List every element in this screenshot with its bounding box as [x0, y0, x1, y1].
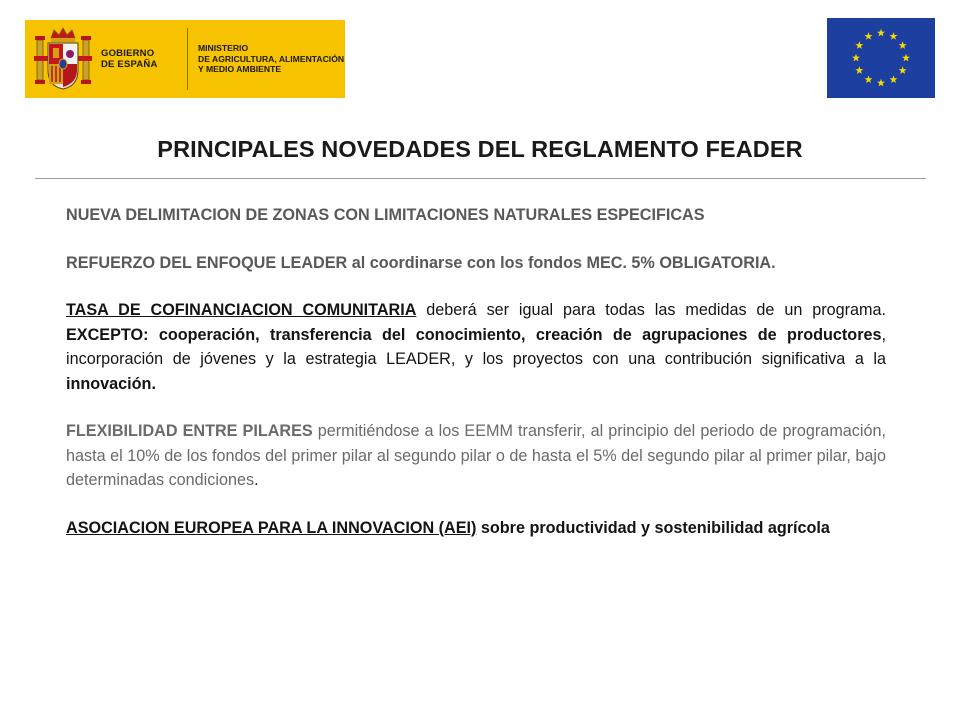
section-tasa-excepto: EXCEPTO: cooperación, transferencia del conocimiento, creación de agrupaciones de productores [66, 325, 882, 344]
title-divider [35, 178, 926, 179]
section-flexibilidad-heading: FLEXIBILIDAD ENTRE PILARES [66, 422, 313, 440]
ministry-name [198, 43, 345, 75]
section-flexibilidad [66, 419, 886, 493]
eu-star-icon [855, 41, 863, 49]
government-name-line2: DE ESPAÑA [101, 59, 158, 70]
eu-star-icon [890, 75, 898, 83]
eu-star-icon [852, 54, 860, 62]
eu-flag-stars [827, 18, 935, 98]
eu-star-icon [855, 66, 863, 74]
ministry-name-line3: Y MEDIO AMBIENTE [198, 64, 282, 75]
eu-star-icon [877, 29, 885, 37]
government-name [101, 20, 183, 98]
coat-of-arms-icon [25, 20, 101, 98]
section-tasa [66, 298, 886, 396]
eu-star-icon [865, 32, 873, 40]
government-logo [25, 20, 345, 98]
section-tasa-text1: deberá ser igual para todas las medidas de un programa. [416, 301, 886, 319]
section-zonas [66, 203, 886, 228]
section-zonas-heading: NUEVA DELIMITACION DE ZONAS CON LIMITACIONES NATURALES ESPECIFICAS [66, 206, 705, 224]
section-tasa-heading: TASA DE COFINANCIACION COMUNITARIA [66, 301, 417, 319]
eu-star-icon [877, 79, 885, 87]
content-body [66, 203, 886, 563]
ministry-name-line1: MINISTERIO [198, 43, 249, 54]
logo-divider [187, 28, 188, 90]
page-title: PRINCIPALES NOVEDADES DEL REGLAMENTO FEADER [157, 136, 803, 162]
eu-star-icon [899, 41, 907, 49]
government-name-line1: GOBIERNO [101, 48, 155, 59]
section-asociacion-heading: ASOCIACION EUROPEA PARA LA INNOVACION (AEI) [66, 518, 477, 537]
ministry-name-line2: DE AGRICULTURA, ALIMENTACIÓN [198, 53, 345, 64]
section-asociacion [66, 516, 886, 541]
eu-star-icon [865, 75, 873, 83]
eu-star-icon [890, 32, 898, 40]
section-leader-text: REFUERZO DEL ENFOQUE LEADER al coordinarse con los fondos MEC. 5% OBLIGATORIA. [66, 253, 776, 272]
eu-flag-icon [827, 18, 935, 98]
section-leader [66, 251, 886, 276]
section-asociacion-text: sobre productividad y sostenibilidad agrícola [476, 518, 830, 537]
section-tasa-innovacion: innovación. [66, 374, 156, 393]
section-tasa-text2: , incorporación de jóvenes y la estrategia LEADER, y los proyectos con una contribución significativa a la [66, 325, 886, 368]
eu-star-icon [902, 54, 910, 62]
section-flexibilidad-text: permitiéndose a los EEMM transferir, al principio del periodo de programación, hasta el 10% de los fondos del primer pilar al segundo pilar o de hasta el 5% del segundo pilar al primer pilar, bajo determinadas condiciones [66, 422, 886, 489]
section-flexibilidad-end: . [254, 471, 259, 489]
eu-star-icon [899, 66, 907, 74]
